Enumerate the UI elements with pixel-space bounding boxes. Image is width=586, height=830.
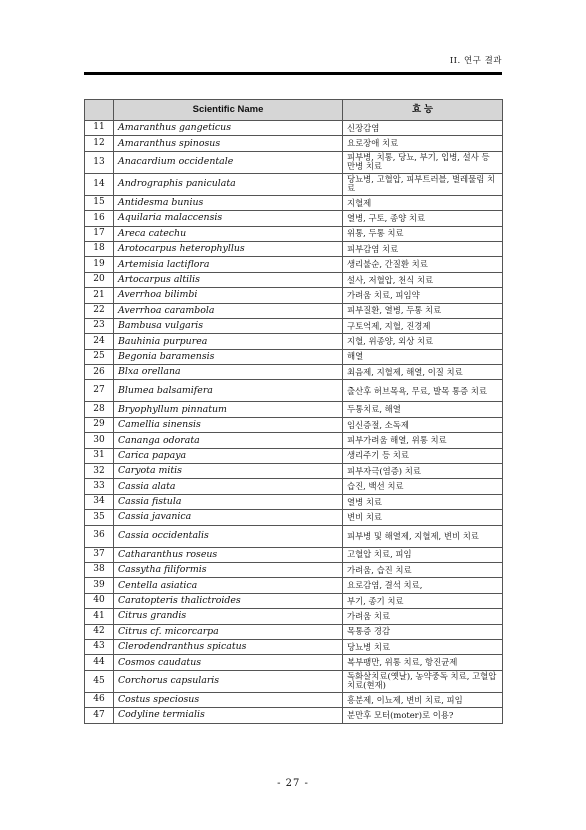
scientific-name: Clerodendranthus spicatus [114,639,343,654]
table-row [85,692,503,707]
row-number: 19 [85,257,114,272]
scientific-name: Cassia occidentalis [114,525,343,547]
scientific-name: Begonia baramensis [114,349,343,364]
row-number: 36 [85,525,114,547]
scientific-name: Amaranthus spinosus [114,136,343,151]
table-row [85,318,503,333]
effect-text: 두통치료, 해열 [343,402,503,417]
row-number: 34 [85,494,114,509]
row-number: 13 [85,151,114,173]
table-row [85,593,503,608]
scientific-name: Averrhoa bilimbi [114,288,343,303]
scientific-name: Artocarpus altilis [114,272,343,287]
table-row [85,257,503,272]
table-row [85,121,503,136]
scientific-name: Blumea balsamifera [114,380,343,402]
table-row [85,448,503,463]
effect-text: 위통, 두통 치료 [343,226,503,241]
scientific-name: Caratopteris thalictroides [114,593,343,608]
effect-text: 고혈압 치료, 피임 [343,547,503,562]
scientific-name: Blxa orellana [114,365,343,380]
page-number: - 27 - [277,778,309,789]
scientific-name: Artemisia lactiflora [114,257,343,272]
row-number: 26 [85,365,114,380]
table-body [85,121,503,724]
table-row [85,349,503,364]
scientific-name: Aquilaria malaccensis [114,211,343,226]
row-number: 47 [85,708,114,723]
table-row [85,272,503,287]
row-number: 15 [85,195,114,210]
scientific-name: Cassytha filiformis [114,562,343,577]
table-row [85,578,503,593]
table-row [85,562,503,577]
effect-text: 독화살치료(옛날), 농약중독 치료, 고혈압 치료(현재) [343,670,503,692]
table-row [85,479,503,494]
scientific-name: Averrhoa carambola [114,303,343,318]
scientific-name: Antidesma bunius [114,195,343,210]
row-number: 23 [85,318,114,333]
effect-text: 피부병 및 해열제, 지혈제, 변비 치료 [343,525,503,547]
table-row [85,195,503,210]
scientific-name: Carica papaya [114,448,343,463]
row-number: 35 [85,510,114,525]
table-row [85,303,503,318]
table-row [85,655,503,670]
table-row [85,433,503,448]
effect-text: 당뇨병, 고혈압, 피부트러블, 벌레물림 치료 [343,173,503,195]
row-number: 14 [85,173,114,195]
scientific-name: Bryophyllum pinnatum [114,402,343,417]
row-number: 44 [85,655,114,670]
table-row [85,670,503,692]
scientific-name: Costus speciosus [114,692,343,707]
scientific-name: Anacardium occidentale [114,151,343,173]
table-row [85,402,503,417]
scientific-name: Citrus cf. micorcarpa [114,624,343,639]
scientific-name: Bambusa vulgaris [114,318,343,333]
scientific-name: Codyline termialis [114,708,343,723]
row-number: 16 [85,211,114,226]
scientific-name: Arotocarpus heterophyllus [114,241,343,256]
row-number: 21 [85,288,114,303]
effect-text: 피부자극(염증) 치료 [343,464,503,479]
effect-text: 생리주기 등 치료 [343,448,503,463]
row-number: 42 [85,624,114,639]
effect-text: 흥분제, 이뇨제, 변비 치료, 피임 [343,692,503,707]
row-number: 24 [85,334,114,349]
effect-text: 출산후 허브목욕, 무료, 발목 통증 치료 [343,380,503,402]
row-number: 27 [85,380,114,402]
effect-text: 신장감염 [343,121,503,136]
table-row [85,708,503,723]
effect-text: 설사, 저혈압, 천식 치료 [343,272,503,287]
effect-text: 분만후 모터(moter)로 이용? [343,708,503,723]
effect-text: 열병, 구토, 종양 치료 [343,211,503,226]
effect-text: 열병 치료 [343,494,503,509]
effect-text: 목통증 경감 [343,624,503,639]
scientific-name: Cassia fistula [114,494,343,509]
herb-table [84,99,503,724]
row-number: 46 [85,692,114,707]
scientific-name: Amaranthus gangeticus [114,121,343,136]
effect-text: 가려움 치료, 피임약 [343,288,503,303]
row-number: 18 [85,241,114,256]
scientific-name: Areca catechu [114,226,343,241]
effect-text: 최음제, 지혈제, 해열, 이질 치료 [343,365,503,380]
header-scientific-name: Scientific Name [114,100,343,121]
running-head: II. 연구 결과 [449,56,502,66]
table-row [85,609,503,624]
effect-text: 복부팽만, 위통 치료, 항진균제 [343,655,503,670]
row-number: 40 [85,593,114,608]
effect-text: 지혈제 [343,195,503,210]
effect-text: 피부감염 치료 [343,241,503,256]
scientific-name: Corchorus capsularis [114,670,343,692]
effect-text: 요로감염, 결석 치료, [343,578,503,593]
effect-text: 해열 [343,349,503,364]
scientific-name: Bauhinia purpurea [114,334,343,349]
effect-text: 피부가려움 해열, 위통 치료 [343,433,503,448]
row-number: 39 [85,578,114,593]
row-number: 30 [85,433,114,448]
row-number: 32 [85,464,114,479]
effect-text: 가려움 치료 [343,609,503,624]
table-row [85,494,503,509]
table-row [85,547,503,562]
scientific-name: Andrographis paniculata [114,173,343,195]
row-number: 20 [85,272,114,287]
effect-text: 가려움, 습진 치료 [343,562,503,577]
row-number: 33 [85,479,114,494]
effect-text: 생리불순, 간질환 치료 [343,257,503,272]
header-number [85,100,114,121]
scientific-name: Cananga odorata [114,433,343,448]
table-row [85,380,503,402]
scientific-name: Centella asiatica [114,578,343,593]
row-number: 22 [85,303,114,318]
table-row [85,639,503,654]
table-row [85,288,503,303]
scientific-name: Camellia sinensis [114,417,343,432]
effect-text: 요로장애 치료 [343,136,503,151]
row-number: 17 [85,226,114,241]
table-row [85,417,503,432]
table-row [85,241,503,256]
row-number: 37 [85,547,114,562]
effect-text: 습진, 백선 치료 [343,479,503,494]
row-number: 25 [85,349,114,364]
effect-text: 부기, 종기 치료 [343,593,503,608]
row-number: 12 [85,136,114,151]
scientific-name: Citrus grandis [114,609,343,624]
row-number: 45 [85,670,114,692]
effect-text: 지혈, 위종양, 외상 치료 [343,334,503,349]
row-number: 11 [85,121,114,136]
scientific-name: Cosmos caudatus [114,655,343,670]
effect-text: 구토억제, 지혈, 진경제 [343,318,503,333]
scientific-name: Caryota mitis [114,464,343,479]
scientific-name: Cassia javanica [114,510,343,525]
header-rule [84,72,502,75]
table-row [85,334,503,349]
table-row [85,173,503,195]
table-row [85,211,503,226]
effect-text: 피부질환, 열병, 두통 치료 [343,303,503,318]
table-header-row [85,100,503,121]
effect-text: 피부병, 치통, 당뇨, 부기, 입병, 설사 등 만병 치료 [343,151,503,173]
scientific-name: Catharanthus roseus [114,547,343,562]
row-number: 29 [85,417,114,432]
header-effect: 효 능 [343,100,503,121]
row-number: 31 [85,448,114,463]
table-row [85,525,503,547]
scientific-name: Cassia alata [114,479,343,494]
row-number: 38 [85,562,114,577]
table-row [85,365,503,380]
table-row [85,151,503,173]
table-row [85,226,503,241]
effect-text: 변비 치료 [343,510,503,525]
table-row [85,136,503,151]
row-number: 28 [85,402,114,417]
table-row [85,510,503,525]
row-number: 43 [85,639,114,654]
table-row [85,464,503,479]
row-number: 41 [85,609,114,624]
effect-text: 임신증절, 소독제 [343,417,503,432]
effect-text: 당뇨병 치료 [343,639,503,654]
table-row [85,624,503,639]
